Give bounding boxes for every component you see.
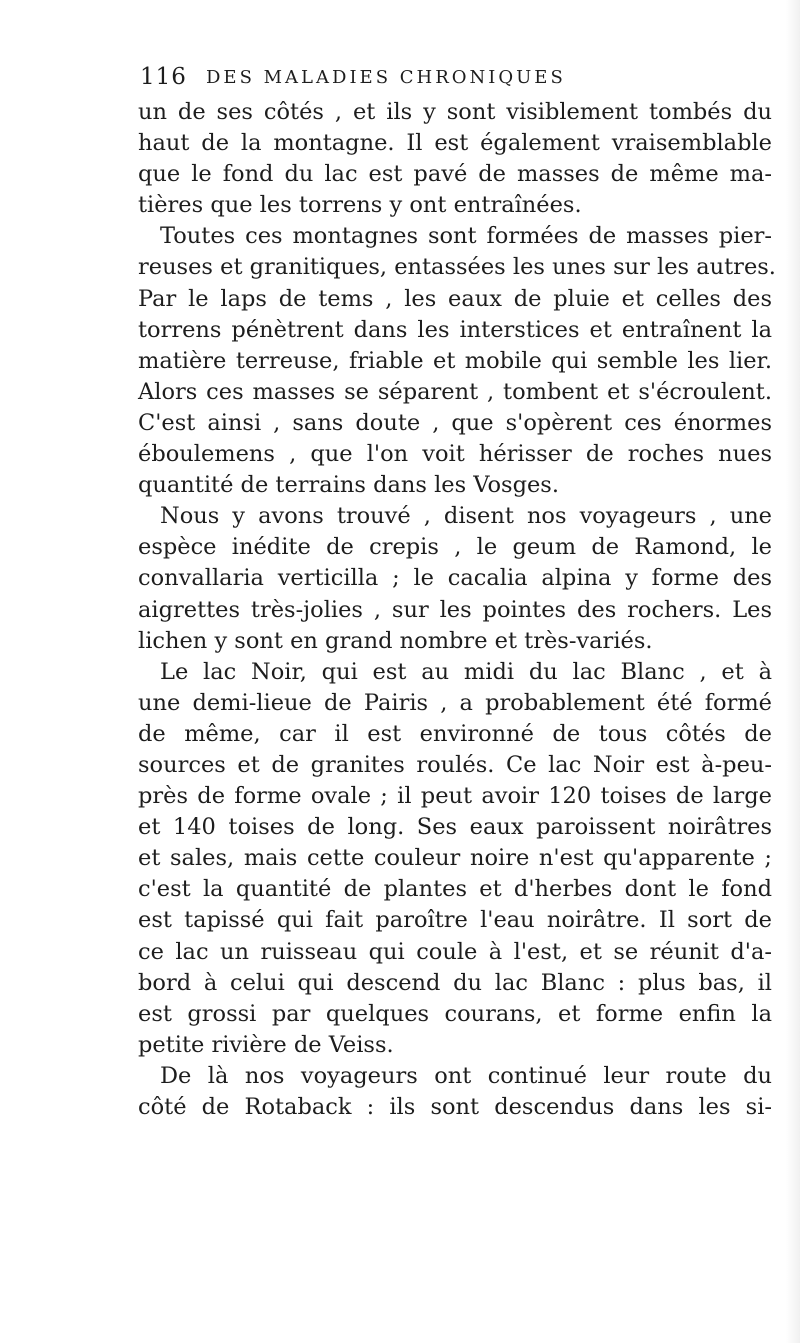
text-line: matière terreuse, friable et mobile qui semble les lier. bbox=[138, 347, 772, 374]
text-line: que le fond du lac est pavé de masses de même ma- bbox=[138, 161, 772, 188]
text-line: Alors ces masses se séparent , tombent et s'écroulent. bbox=[138, 378, 772, 405]
text-line: une demi-lieue de Pairis , a probablement été formé bbox=[138, 689, 772, 716]
text-line: quantité de terrains dans les Vosges. bbox=[138, 472, 559, 499]
text-line: est grossi par quelques courans, et forme enfin la bbox=[138, 1000, 772, 1027]
text-line: convallaria verticilla ; le cacalia alpina y forme des bbox=[138, 565, 772, 592]
page-edge-shadow bbox=[786, 0, 800, 1343]
text-line: côté de Rotaback : ils sont descendus dans les si- bbox=[138, 1094, 772, 1120]
text-line: éboulemens , que l'on voit hérisser de roches nues bbox=[138, 441, 772, 468]
text-line: et 140 toises de long. Ses eaux paroissent noirâtres bbox=[138, 814, 772, 841]
body-text bbox=[138, 97, 776, 1123]
text-line: de même, car il est environné de tous côtés de bbox=[138, 720, 772, 747]
text-line: bord à celui qui descend du lac Blanc : plus bas, il bbox=[138, 969, 772, 996]
text-line: aigrettes très-jolies , sur les pointes des rochers. Les bbox=[138, 596, 772, 623]
text-line: reuses et granitiques, entassées les unes sur les autres. bbox=[138, 254, 776, 281]
text-line: C'est ainsi , sans doute , que s'opèrent ces énormes bbox=[138, 409, 772, 436]
text-line: c'est la quantité de plantes et d'herbes dont le fond bbox=[138, 876, 772, 903]
text-line: Nous y avons trouvé , disent nos voyageurs , une bbox=[160, 503, 772, 530]
text-line: est tapissé qui fait paroître l'eau noirâtre. Il sort de bbox=[138, 907, 772, 934]
text-line: haut de la montagne. Il est également vraisemblable bbox=[138, 130, 772, 157]
text-line: petite rivière de Veiss. bbox=[138, 1031, 394, 1058]
text-line: Toutes ces montagnes sont formées de masses pier- bbox=[160, 223, 772, 250]
text-line: tières que les torrens y ont entraînées. bbox=[138, 192, 582, 219]
text-line: et sales, mais cette couleur noire n'est qu'apparente ; bbox=[138, 845, 772, 872]
text-line: Le lac Noir, qui est au midi du lac Blanc , et à bbox=[160, 658, 772, 685]
page-number: 116 bbox=[140, 64, 187, 90]
text-line: près de forme ovale ; il peut avoir 120 toises de large bbox=[138, 783, 772, 810]
text-line: Par le laps de tems , les eaux de pluie et celles des bbox=[138, 285, 772, 312]
text-line: torrens pénètrent dans les interstices et entraînent la bbox=[138, 316, 772, 343]
text-line: lichen y sont en grand nombre et très-variés. bbox=[138, 627, 653, 654]
page-header bbox=[140, 64, 660, 96]
text-line: De là nos voyageurs ont continué leur route du bbox=[160, 1062, 772, 1089]
running-head: DES MALADIES CHRONIQUES bbox=[206, 67, 566, 88]
text-line: sources et de granites roulés. Ce lac Noir est à-peu- bbox=[138, 751, 772, 778]
text-line: un de ses côtés , et ils y sont visiblement tombés du bbox=[138, 99, 772, 125]
text-line: espèce inédite de crepis , le geum de Ramond, le bbox=[138, 534, 772, 561]
text-line: ce lac un ruisseau qui coule à l'est, et se réunit d'a- bbox=[138, 938, 772, 965]
